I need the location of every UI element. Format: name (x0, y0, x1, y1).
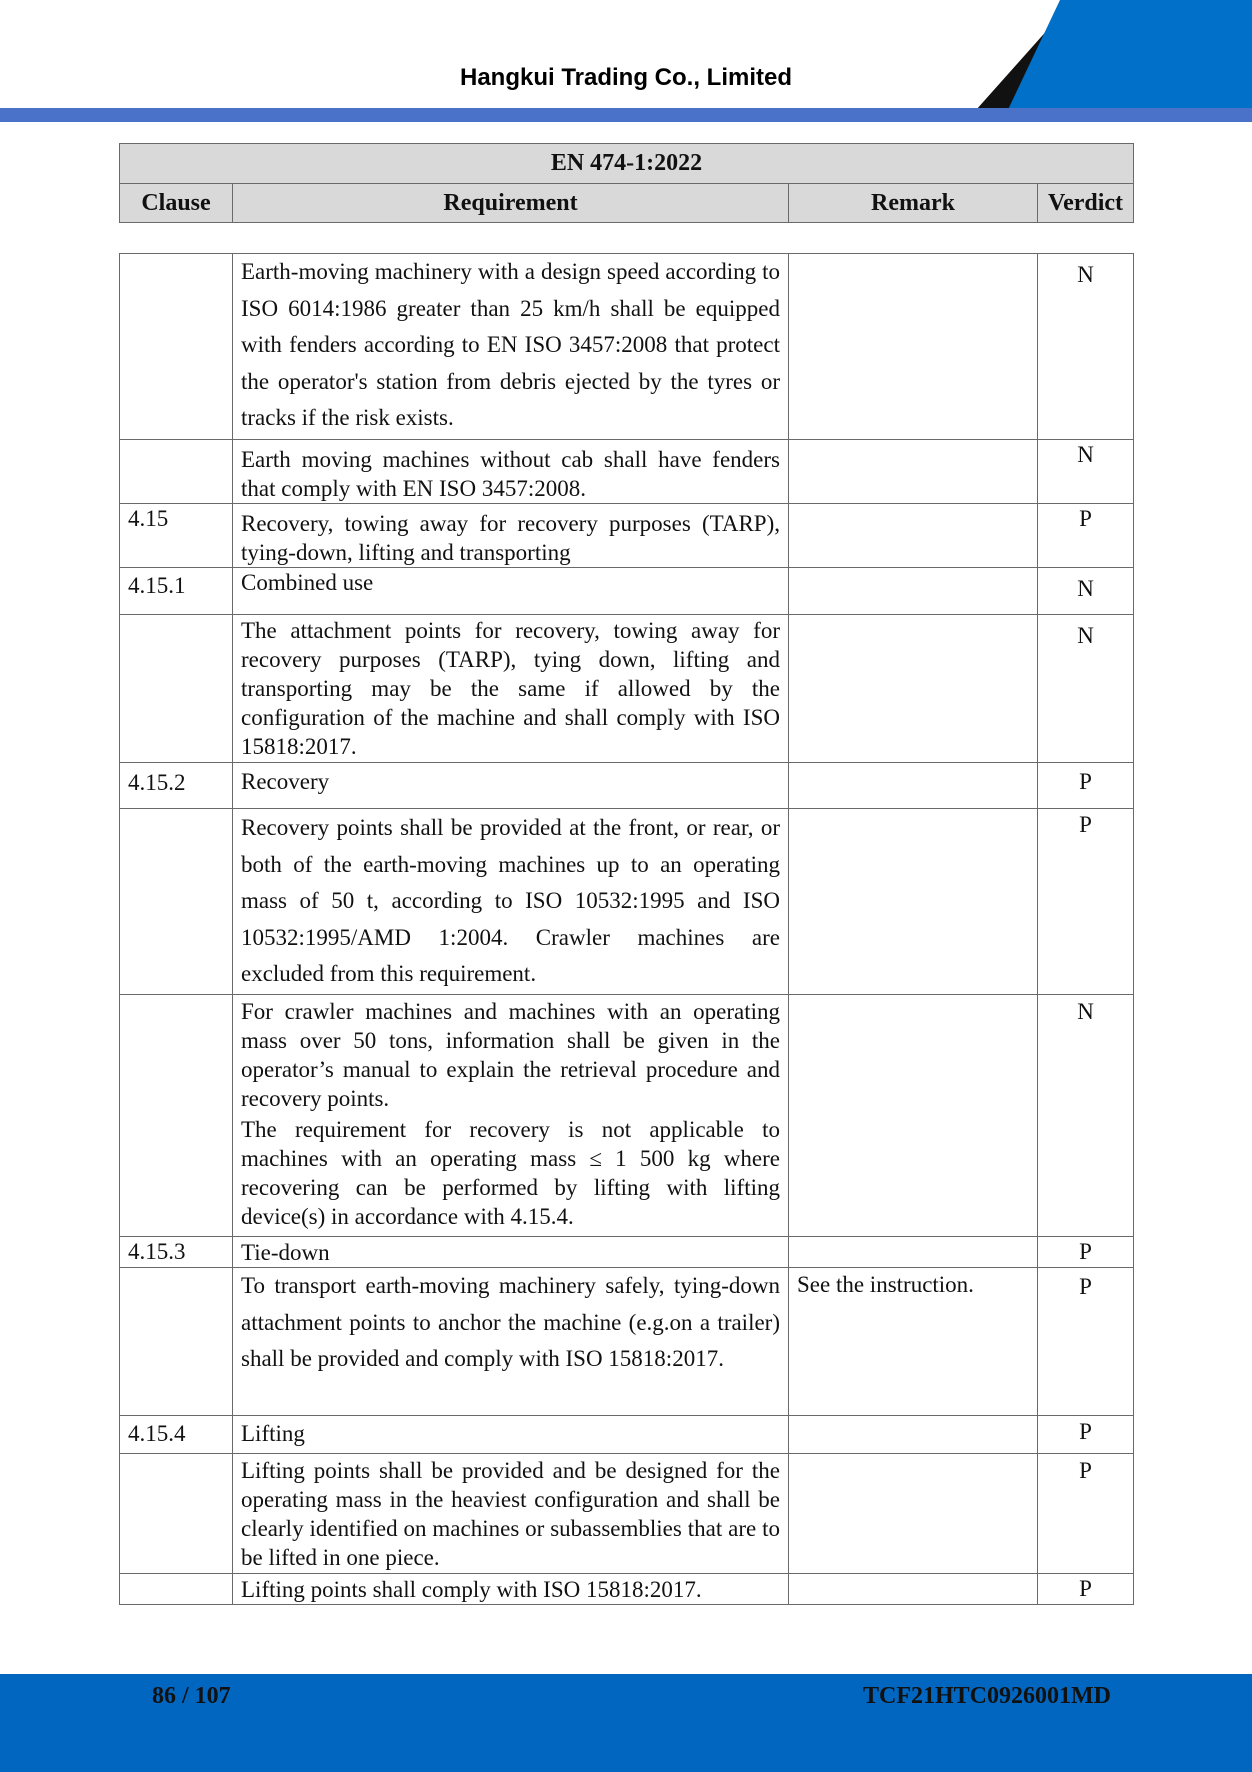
header-band (0, 108, 1252, 122)
clause-cell (120, 1454, 233, 1574)
clause-cell (120, 1268, 233, 1416)
verdict-cell: P (1038, 1574, 1134, 1605)
remark-cell (789, 615, 1038, 763)
company-name: Hangkui Trading Co., Limited (459, 64, 792, 91)
remark-cell (789, 254, 1038, 440)
verdict-cell: P (1038, 1237, 1134, 1268)
table-row (120, 1237, 1134, 1268)
verdict-cell: N (1038, 568, 1134, 615)
column-header-verdict: Verdict (1038, 184, 1134, 223)
table-row (120, 763, 1134, 809)
verdict-cell: N (1038, 615, 1134, 763)
remark-cell: See the instruction. (789, 1268, 1038, 1416)
requirement-paragraph: The requirement for recovery is not applicable to machines with an operating mass ≤ 1 500 kg where recovering can be performed by lifting with lifting device(s) in accordance with 4.15.4. (241, 1117, 780, 1229)
clause-cell (120, 254, 233, 440)
column-header-remark: Remark (789, 184, 1038, 223)
header-corner-graphic (960, 0, 1252, 120)
remark-cell (789, 440, 1038, 504)
requirement-cell: Lifting (233, 1416, 789, 1454)
clause-cell: 4.15.1 (120, 568, 233, 615)
standard-title: EN 474-1:2022 (120, 144, 1134, 184)
requirement-cell: Tie-down (233, 1237, 789, 1268)
requirement-cell: Lifting points shall comply with ISO 15818:2017. (233, 1574, 789, 1605)
column-header-clause: Clause (120, 184, 233, 223)
column-header-requirement: Requirement (233, 184, 789, 223)
requirement-cell: Earth-moving machinery with a design speed according to ISO 6014:1986 greater than 25 km/h shall be equipped with fenders according to EN ISO 3457:2008 that protect the operator's station from debris ejected by the tyres or tracks if the risk exists. (233, 254, 789, 440)
requirement-cell: Recovery (233, 763, 789, 809)
requirement-paragraph: For crawler machines and machines with an operating mass over 50 tons, information shall be given in the operator’s manual to explain the retrieval procedure and recovery points. (241, 999, 780, 1111)
standard-header-table (119, 143, 1134, 223)
requirement-cell: Recovery points shall be provided at the front, or rear, or both of the earth-moving machines up to an operating mass of 50 t, according to ISO 10532:1995 and ISO 10532:1995/AMD 1:2004. Crawler machines are excluded from this requirement. (233, 809, 789, 995)
remark-cell (789, 1574, 1038, 1605)
table-row (120, 568, 1134, 615)
requirement-cell: Lifting points shall be provided and be designed for the operating mass in the heaviest configuration and shall be clearly identified on machines or subassemblies that are to be lifted in one piece. (233, 1454, 789, 1574)
verdict-cell: N (1038, 995, 1134, 1237)
report-number: TCF21HTC0926001MD (863, 1683, 1111, 1709)
remark-cell (789, 809, 1038, 995)
requirement-cell: Earth moving machines without cab shall have fenders that comply with EN ISO 3457:2008. (233, 440, 789, 504)
table-row (120, 615, 1134, 763)
requirement-cell (233, 995, 789, 1237)
clause-cell: 4.15.2 (120, 763, 233, 809)
table-row (120, 1416, 1134, 1454)
table-row (120, 995, 1134, 1237)
remark-cell (789, 504, 1038, 568)
verdict-cell: N (1038, 440, 1134, 504)
clause-cell: 4.15.4 (120, 1416, 233, 1454)
clause-cell (120, 995, 233, 1237)
table-row (120, 440, 1134, 504)
clause-cell (120, 1574, 233, 1605)
requirement-cell: Combined use (233, 568, 789, 615)
table-row (120, 1268, 1134, 1416)
remark-cell (789, 1454, 1038, 1574)
requirement-cell: Recovery, towing away for recovery purposes (TARP), tying-down, lifting and transporting (233, 504, 789, 568)
remark-cell (789, 568, 1038, 615)
remark-cell (789, 763, 1038, 809)
clause-cell: 4.15.3 (120, 1237, 233, 1268)
table-row (120, 504, 1134, 568)
remark-cell (789, 1237, 1038, 1268)
table-row (120, 809, 1134, 995)
remark-cell (789, 1416, 1038, 1454)
table-row (120, 1574, 1134, 1605)
verdict-cell: P (1038, 504, 1134, 568)
verdict-cell: P (1038, 1416, 1134, 1454)
page-number: 86 / 107 (152, 1683, 231, 1709)
verdict-cell: N (1038, 254, 1134, 440)
verdict-cell: P (1038, 1454, 1134, 1574)
table-row (120, 254, 1134, 440)
clause-cell (120, 440, 233, 504)
requirement-cell: To transport earth-moving machinery safely, tying-down attachment points to anchor the machine (e.g.on a trailer) shall be provided and comply with ISO 15818:2017. (233, 1268, 789, 1416)
remark-cell (789, 995, 1038, 1237)
requirements-table (119, 253, 1134, 1605)
clause-cell (120, 615, 233, 763)
clause-cell (120, 809, 233, 995)
verdict-cell: P (1038, 763, 1134, 809)
verdict-cell: P (1038, 1268, 1134, 1416)
clause-cell: 4.15 (120, 504, 233, 568)
table-row (120, 1454, 1134, 1574)
verdict-cell: P (1038, 809, 1134, 995)
requirement-cell: The attachment points for recovery, towing away for recovery purposes (TARP), tying down, lifting and transporting may be the same if allowed by the configuration of the machine and shall comply with ISO 15818:2017. (233, 615, 789, 763)
